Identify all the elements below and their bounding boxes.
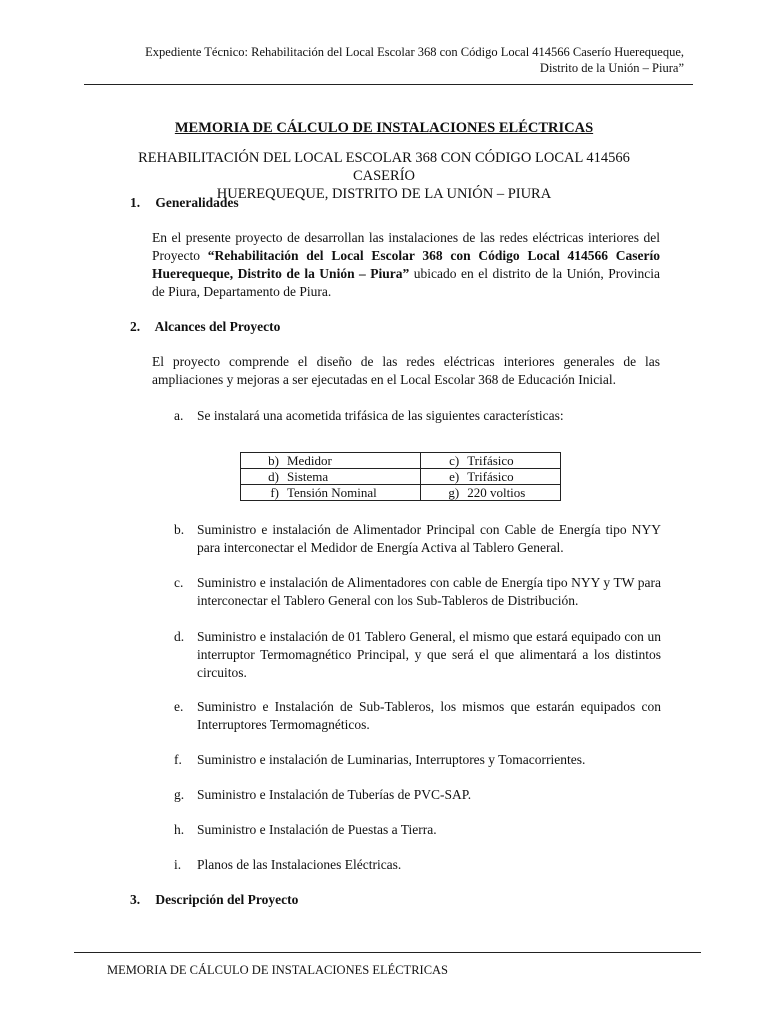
project-name-bold: “Rehabilitación del Local Escolar 368 con Código Local 414566 Caserío Huerequeque, Distrito de la Unión – Piura” — [152, 248, 660, 281]
list-letter: a. — [174, 408, 184, 423]
section-heading-descripcion — [130, 892, 298, 908]
cell-letter: f) — [270, 485, 279, 500]
cell-value: Tensión Nominal — [287, 485, 377, 500]
subtitle-line-1: REHABILITACIÓN DEL LOCAL ESCOLAR 368 CON CÓDIGO LOCAL 414566 CASERÍO — [138, 150, 630, 184]
header-line-2: Distrito de la Unión – Piura” — [539, 61, 684, 75]
section-number: 2. — [130, 319, 141, 334]
cell-letter: d) — [268, 469, 279, 484]
page-header — [84, 44, 684, 76]
generalidades-text-pre: En el presente proyecto de desarrollan las instalaciones de las redes eléctricas interiores del Proyecto — [152, 230, 660, 263]
table-cell — [241, 453, 421, 469]
generalidades-paragraph — [152, 229, 660, 301]
list-letter: e. — [174, 699, 184, 714]
list-text: Suministro e instalación de Alimentador Principal con Cable de Energía tipo NYY para interconectar el Medidor de Energía Activa al Tablero General. — [197, 522, 661, 555]
list-text: Suministro e Instalación de Puestas a Tierra. — [197, 822, 437, 837]
subtitle-line-2: HUEREQUEQUE, DISTRITO DE LA UNIÓN – PIURA — [216, 186, 552, 202]
list-item — [174, 574, 661, 610]
table-row — [241, 453, 561, 469]
cell-value: Medidor — [287, 453, 332, 468]
cell-value: Trifásico — [467, 469, 514, 484]
list-item — [174, 786, 661, 804]
cell-value: Sistema — [287, 469, 329, 484]
section-number: 1. — [130, 195, 141, 210]
cell-value: Trifásico — [467, 453, 514, 468]
header-line-1: Expediente Técnico: Rehabilitación del Local Escolar 368 con Código Local 414566 Caserío Huerequeque, — [145, 45, 684, 59]
section-heading-generalidades — [130, 195, 239, 211]
list-item — [174, 407, 661, 425]
list-item — [174, 628, 661, 682]
list-item — [174, 521, 661, 557]
generalidades-text-post: ubicado en el distrito de la Unión, Provincia de Piura, Departamento de Piura. — [152, 266, 660, 299]
list-text: Suministro e instalación de Alimentadores con cable de Energía tipo NYY y TW para interconectar el Tablero General con los Sub-Tableros de Distribución. — [197, 575, 661, 608]
list-letter: b. — [174, 522, 185, 537]
list-letter: d. — [174, 629, 185, 644]
list-item — [174, 751, 661, 769]
table-cell — [241, 485, 421, 501]
header-divider — [84, 84, 693, 85]
section-title: Generalidades — [155, 195, 239, 210]
cell-letter: b) — [268, 453, 279, 468]
acometida-spec-table — [240, 452, 561, 501]
list-text: Se instalará una acometida trifásica de las siguientes características: — [197, 408, 564, 423]
table-row — [241, 485, 561, 501]
table-cell — [241, 469, 421, 485]
alcances-paragraph: El proyecto comprende el diseño de las redes eléctricas interiores generales de las ampliaciones y mejoras a ser ejecutadas en el Local Escolar 368 de Educación Inicial. — [152, 354, 660, 387]
table-cell — [421, 453, 561, 469]
section-heading-alcances — [130, 319, 280, 335]
list-item — [174, 821, 661, 839]
list-text: Suministro e instalación de 01 Tablero General, el mismo que estará equipado con un interruptor Termomagnético Principal, y que será el que alimentará a los distintos circuitos. — [197, 629, 661, 680]
table-cell — [421, 485, 561, 501]
table-row — [241, 469, 561, 485]
list-text: Suministro e Instalación de Tuberías de PVC-SAP. — [197, 787, 472, 802]
list-text: Suministro e Instalación de Sub-Tableros, los mismos que estarán equipados con Interruptores Termomagnéticos. — [197, 699, 661, 732]
list-text: Planos de las Instalaciones Eléctricas. — [197, 857, 402, 872]
section-title: Descripción del Proyecto — [155, 892, 299, 907]
cell-value: 220 voltios — [467, 485, 526, 500]
section-title: Alcances del Proyecto — [154, 319, 281, 334]
list-item — [174, 856, 661, 874]
list-letter: g. — [174, 787, 185, 802]
list-letter: h. — [174, 822, 185, 837]
list-letter: i. — [174, 857, 182, 872]
table-cell — [421, 469, 561, 485]
list-item — [174, 698, 661, 734]
page-footer: MEMORIA DE CÁLCULO DE INSTALACIONES ELÉCTRICAS — [107, 963, 449, 977]
list-text: Suministro e instalación de Luminarias, Interruptores y Tomacorrientes. — [197, 752, 586, 767]
list-letter: f. — [174, 752, 182, 767]
document-title: MEMORIA DE CÁLCULO DE INSTALACIONES ELÉCTRICAS — [174, 120, 594, 136]
cell-letter: g) — [448, 485, 460, 500]
cell-letter: e) — [449, 469, 460, 484]
list-letter: c. — [174, 575, 184, 590]
section-number: 3. — [130, 892, 141, 907]
cell-letter: c) — [449, 453, 460, 468]
footer-divider — [74, 952, 701, 953]
